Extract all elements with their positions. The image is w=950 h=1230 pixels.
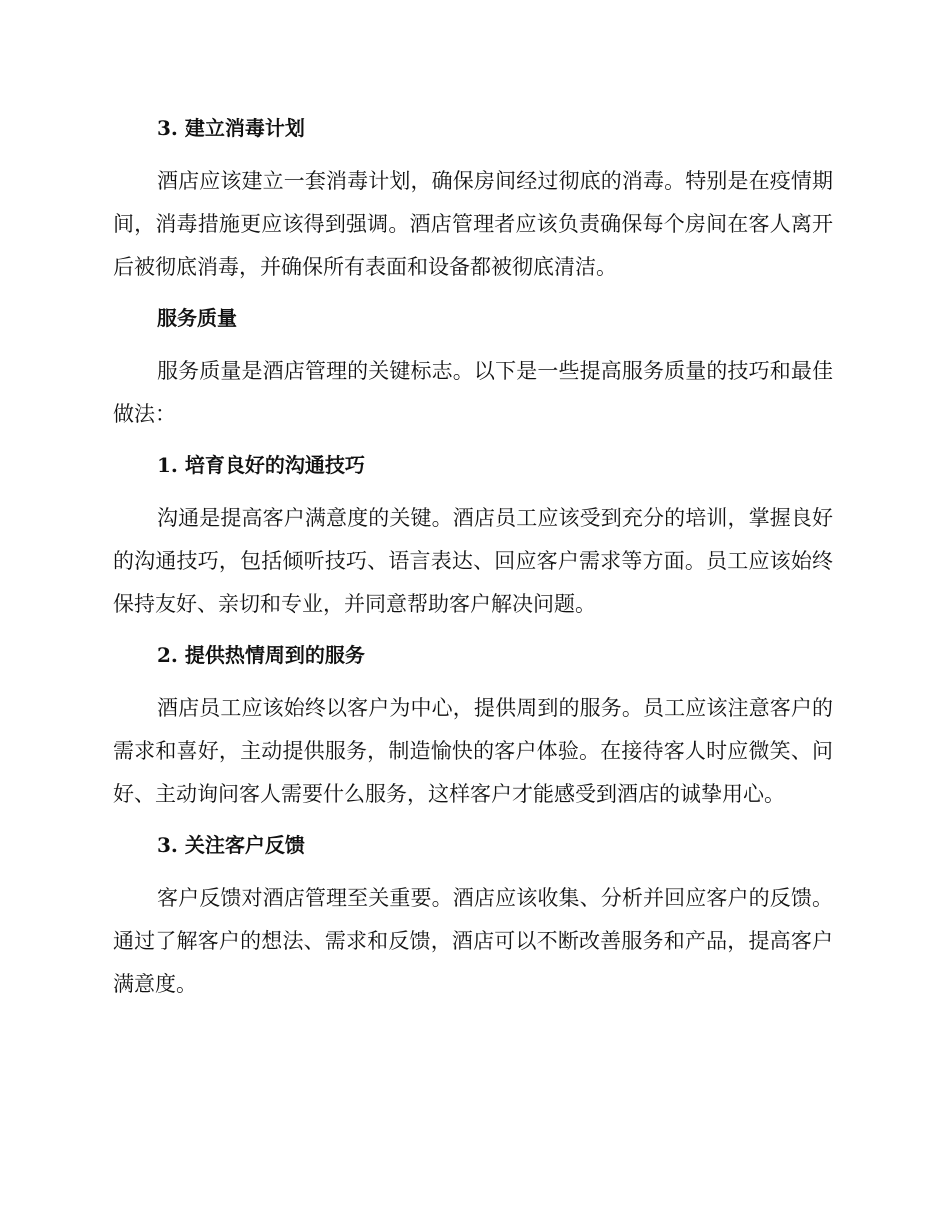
paragraph-customer-feedback: 客户反馈对酒店管理至关重要。酒店应该收集、分析并回应客户的反馈。通过了解客户的想法、需求和反馈，酒店可以不断改善服务和产品，提高客户满意度。 (113, 886, 833, 996)
document-page (113, 108, 833, 1006)
section-heading-customer-feedback: 3. 关注客户反馈 (157, 833, 305, 857)
section-heading-communication-skills: 1. 培育良好的沟通技巧 (157, 453, 365, 477)
paragraph-communication-skills: 沟通是提高客户满意度的关键。酒店员工应该受到充分的培训，掌握良好的沟通技巧，包括倾听技巧、语言表达、回应客户需求等方面。员工应该始终保持友好、亲切和专业，并同意帮助客户解决问题。 (113, 506, 833, 616)
paragraph-attentive-service: 酒店员工应该始终以客户为中心，提供周到的服务。员工应该注意客户的需求和喜好，主动提供服务，制造愉快的客户体验。在接待客人时应微笑、问好、主动询问客人需要什么服务，这样客户才能感受到酒店的诚挚用心。 (113, 696, 833, 806)
paragraph-service-quality: 服务质量是酒店管理的关键标志。以下是一些提高服务质量的技巧和最佳做法： (113, 359, 833, 426)
section-heading-service-quality: 服务质量 (157, 306, 237, 330)
section-heading-attentive-service: 2. 提供热情周到的服务 (157, 643, 365, 667)
section-heading-disinfection-plan: 3. 建立消毒计划 (157, 116, 305, 140)
paragraph-disinfection-plan: 酒店应该建立一套消毒计划，确保房间经过彻底的消毒。特别是在疫情期间，消毒措施更应该得到强调。酒店管理者应该负责确保每个房间在客人离开后被彻底消毒，并确保所有表面和设备都被彻底清洁。 (113, 169, 833, 279)
